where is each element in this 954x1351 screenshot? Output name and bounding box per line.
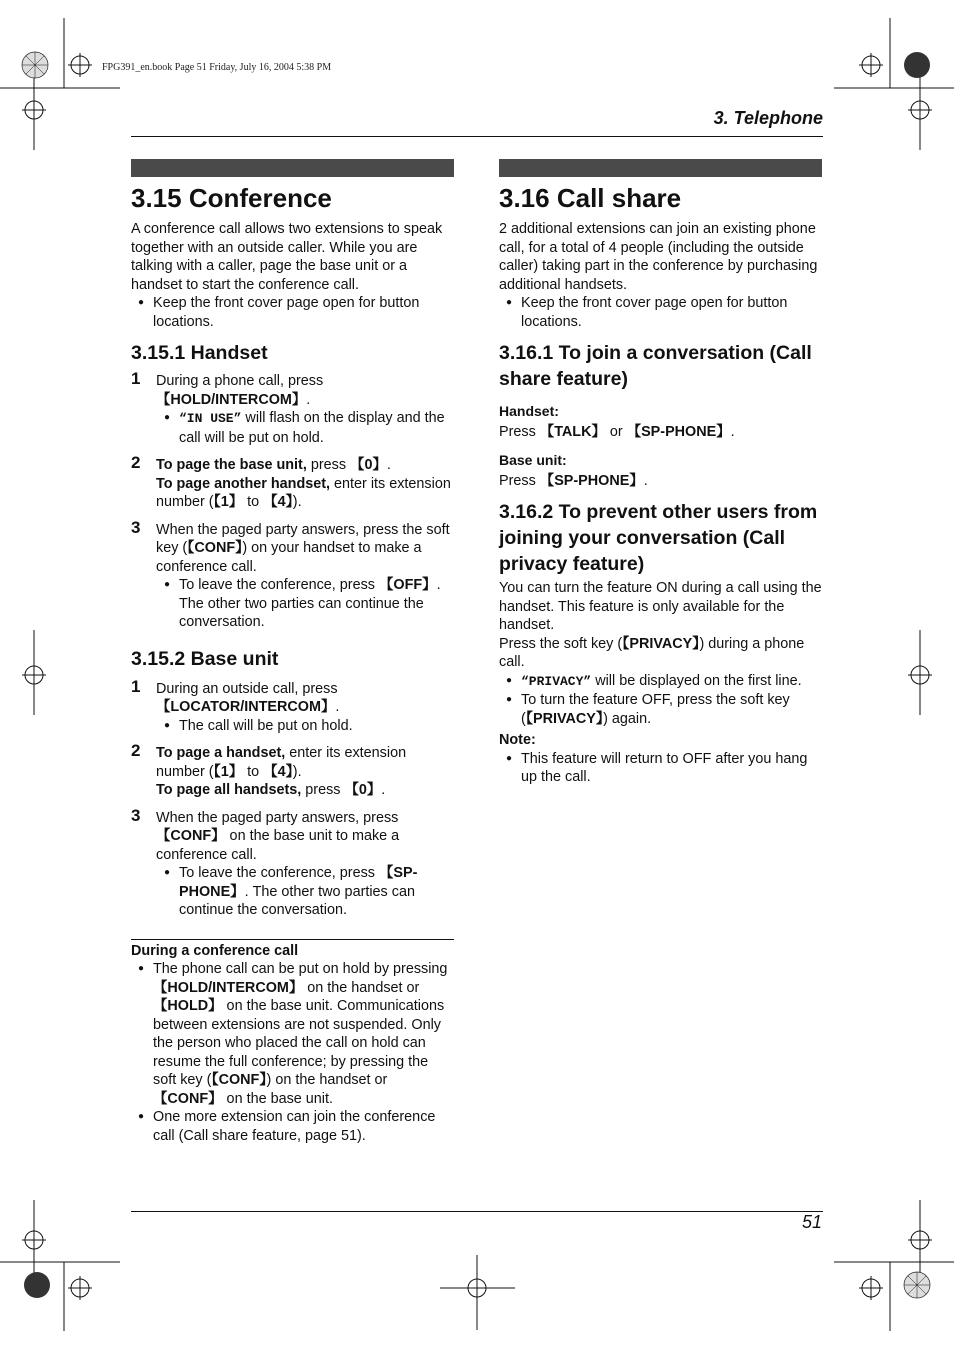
section-bar [131, 159, 454, 177]
section-title-call-share: 3.16 Call share [499, 183, 682, 213]
handset-heading: 3.15.1 Handset [131, 342, 268, 364]
step-number: 3 [131, 805, 141, 825]
privacy-display: “PRIVACY” [521, 673, 592, 689]
right-column [499, 159, 822, 787]
privacy-para-2: Press the soft key (【PRIVACY】) during a phone call. [499, 635, 805, 670]
conf-soft-key: 【CONF】 [187, 540, 243, 556]
note-label: Note: [499, 732, 536, 748]
call-share-intro-bullet: ● Keep the front cover page open for button locations. [499, 294, 822, 331]
during-bullet-1: ● The phone call can be put on hold by pressing 【HOLD/INTERCOM】 on the handset or 【HOLD】 on the base unit. Communications between extensions are not suspended. Only the person who placed the call on hold can resume the full conference; by pressing the soft key (【CONF】) on the handset or 【CONF】 on the base unit. [131, 960, 454, 1108]
base-unit-heading: 3.15.2 Base unit [131, 647, 279, 670]
hold-intercom-key: 【HOLD/INTERCOM】 [156, 391, 307, 408]
privacy-heading: 3.16.2 To prevent other users from joining your conversation (Call privacy feature) [499, 501, 818, 575]
section-bar [499, 159, 822, 177]
privacy-bullet-2: ● To turn the feature OFF, press the soft key (【PRIVACY】) again. [499, 691, 822, 728]
handset-step-2: 2 To page the base unit, press 【0】. To page another handset, enter its extension number (【1】 to 【4】). [131, 453, 451, 510]
base-step-2: 2 To page a handset, enter its extension number (【1】 to 【4】). To page all handsets, press 【0】. [131, 741, 407, 798]
during-conference-rule [131, 939, 454, 940]
footer-rule [131, 1211, 823, 1212]
during-bullet-2: ● One more extension can join the conference call (Call share feature, page 51). [131, 1108, 454, 1145]
join-base-instruction: Press 【SP-PHONE】. [499, 472, 648, 489]
note-bullet: ● This feature will return to OFF after you hang up the call. [499, 750, 822, 787]
conference-intro: A conference call allows two extensions to speak together with an outside caller. While you are talking with a caller, page the base unit or a handset to start the conference call. [131, 221, 443, 293]
header-rule [131, 136, 823, 137]
left-column [131, 159, 454, 1145]
section-title-conference: 3.15 Conference [131, 183, 332, 213]
book-info-line: FPG391_en.book Page 51 Friday, July 16, 2004 5:38 PM [102, 62, 332, 73]
step-number: 1 [131, 676, 141, 696]
page-number: 51 [801, 1212, 822, 1232]
conference-intro-bullet: ● Keep the front cover page open for button locations. [131, 294, 454, 331]
join-base-label: Base unit: [499, 452, 567, 468]
base-step-1: 1 During an outside call, press 【LOCATOR/INTERCOM】. ● The call will be put on hold. [131, 680, 454, 736]
privacy-bullet-1: ● “PRIVACY” will be displayed on the first line. [499, 672, 822, 692]
in-use-display: “IN USE” [179, 411, 242, 426]
locator-intercom-key: 【LOCATOR/INTERCOM】 [156, 699, 336, 715]
during-conference-heading: During a conference call [131, 942, 299, 959]
privacy-para-1: You can turn the feature ON during a call using the handset. This feature is only available for the handset. [499, 580, 822, 633]
step-number: 3 [131, 517, 141, 537]
handset-step-1: 1 During a phone call, press 【HOLD/INTERCOM】. ● “IN USE” will flash on the display and the call will be put on hold. [131, 372, 454, 447]
step-number: 2 [131, 741, 141, 760]
step-number: 1 [131, 369, 141, 388]
call-share-intro: 2 additional extensions can join an existing phone call, for a total of 4 people (including the outside caller) taking part in the conference by purchasing additional handsets. [499, 221, 818, 293]
running-head: 3. Telephone [713, 108, 823, 128]
join-conversation-heading: 3.16.1 To join a conversation (Call share feature) [499, 342, 812, 390]
join-handset-label: Handset: [499, 403, 559, 419]
handset-step-3: 3 When the paged party answers, press the soft key (【CONF】) on your handset to make a conference call. ● To leave the conference, press 【OFF】. The other two parties can continue the conversation. [131, 521, 454, 632]
base-step-3: 3 When the paged party answers, press 【CONF】 on the base unit to make a conference call. ● To leave the conference, press 【SP-PHONE】. The other two parties can continue the conversation. [131, 809, 454, 920]
join-handset-instruction: Press 【TALK】 or 【SP-PHONE】. [499, 423, 735, 440]
step-number: 2 [131, 453, 141, 472]
privacy-soft-key: 【PRIVACY】 [622, 635, 700, 652]
